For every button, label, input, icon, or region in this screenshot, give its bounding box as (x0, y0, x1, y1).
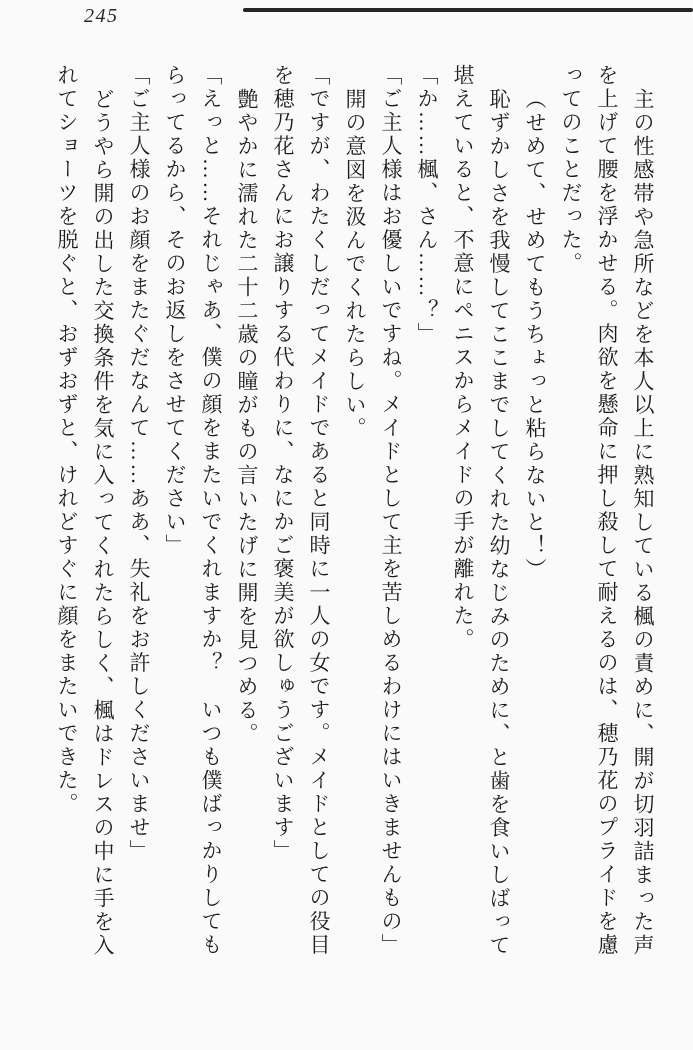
text-line: を上げて腰を浮かせる。肉欲を懸命に押し殺して耐えるのは、穂乃花のプライドを慮 (595, 64, 619, 957)
text-line: ってのことだった。 (559, 64, 583, 276)
page-number: 245 (84, 5, 119, 27)
text-line: らってるから、そのお返しをさせてください」 (163, 64, 187, 558)
text-line: どうやら開の出した交換条件を気に入ってくれたらしく、楓はドレスの中に手を入 (91, 87, 115, 957)
scan-artifact-line (243, 8, 693, 12)
text-line: 恥ずかしさを我慢してここまでしてくれた幼なじみのために、と歯を食いしばって (487, 87, 511, 957)
text-line: 「ですが、わたくしだってメイドであると同時に一人の女です。メイドとしての役目 (307, 64, 331, 957)
text-line: 艶やかに濡れた二十二歳の瞳がもの言いたげに開を見つめる。 (235, 87, 259, 746)
text-line: 「ご主人様のお顔をまたぐだなんて……ああ、失礼をお許しくださいませ」 (127, 64, 151, 863)
text-line: 「か……楓、さん……？」 (415, 64, 439, 346)
text-line: 「ご主人様はお優しいですね。メイドとして主を苦しめるわけにはいきませんもの」 (379, 64, 403, 957)
text-line: （せめて、せめてもうちょっと粘らないと！） (523, 87, 547, 581)
text-line: 「えっと……それじゃあ、僕の顔をまたいでくれますか？ いつも僕ばっかりしても (199, 64, 223, 957)
text-columns (49, 64, 661, 998)
text-line: れてショーツを脱ぐと、おずおずと、けれどすぐに顔をまたいできた。 (55, 64, 79, 816)
text-line: を穂乃花さんにお譲りする代わりに、なにかご褒美が欲しゅうございます」 (271, 64, 295, 863)
text-line: 堪えていると、不意にペニスからメイドの手が離れた。 (451, 64, 475, 652)
text-line: 主の性感帯や急所などを本人以上に熟知している楓の責めに、開が切羽詰まった声 (631, 87, 655, 957)
text-line: 開の意図を汲んでくれたらしい。 (343, 87, 367, 440)
